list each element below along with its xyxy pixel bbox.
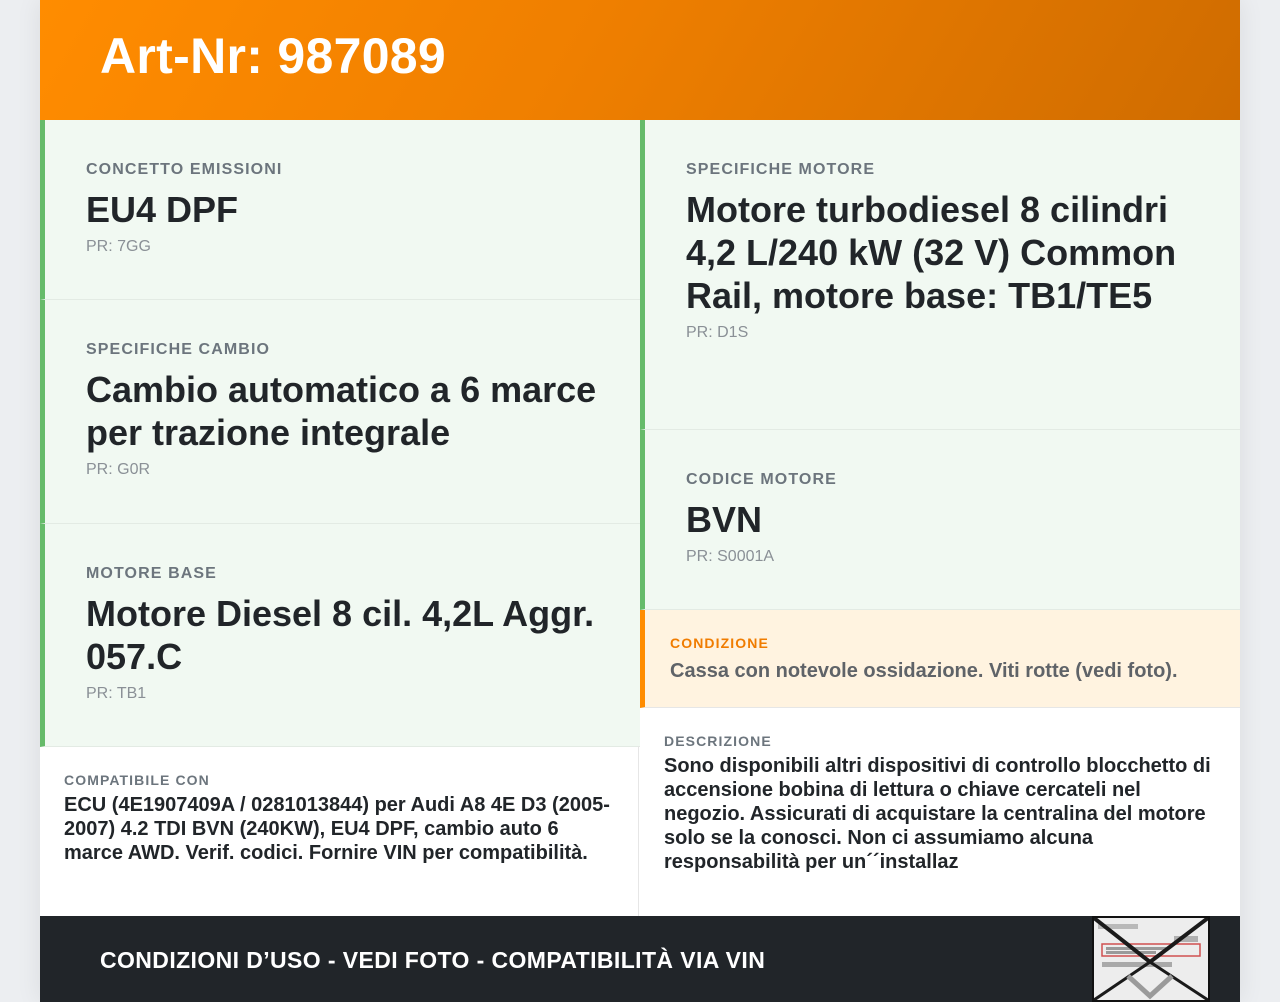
spec-emissions [40,120,640,300]
description-text: Sono disponibili altri dispositivi di controllo blocchetto di accensione bobina di lettura o chiave cercateli nel negozio. Assicurati di acquistare la centralina del motore solo se la conosci. Non ci assumiamo alcuna responsabilità per un´´installaz [664,755,1211,873]
spec-gearbox [40,300,640,524]
spec-label: SPECIFICHE CAMBIO [86,341,271,358]
description-section [640,708,1240,916]
compatibility-section [40,747,640,917]
spec-pr-code: PR: D1S [686,324,749,341]
condition-notice [640,610,1240,708]
condition-text: Cassa con notevole ossidazione. Viti rotte (vedi foto). [670,660,1178,682]
column-divider [638,746,639,916]
spec-value: Motore turbodiesel 8 cilindri 4,2 L/240 kW (32 V) Common Rail, motore base: TB1/TE5 [686,189,1177,316]
ecu-label-photo-icon [1094,918,1208,1000]
compatibility-text: ECU (4E1907409A / 0281013844) per Audi A8 4E D3 (2005-2007) 4.2 TDI BVN (240KW), EU4 DPF, cambio auto 6 marce AWD. Verif. codici. Fornire VIN per compatibilità. [64,794,610,864]
product-card [40,0,1240,1002]
article-number-title: Art-Nr: 987089 [100,28,447,84]
spec-engine-code [640,430,1240,610]
spec-label: CODICE MOTORE [686,471,837,488]
description-label: DESCRIZIONE [664,733,772,749]
footer-text: CONDIZIONI D’USO - VEDI FOTO - COMPATIBILITÀ VIA VIN [100,947,766,973]
compatibility-label: COMPATIBILE CON [64,772,210,788]
spec-pr-code: PR: 7GG [86,238,151,255]
footer-bar [40,916,1240,1002]
header-banner [40,0,1240,120]
spec-base-engine [40,524,640,747]
spec-pr-code: PR: G0R [86,461,151,478]
spec-engine [640,120,1240,430]
left-column [40,120,640,917]
spec-pr-code: PR: S0001A [686,548,775,565]
spec-value: BVN [686,499,763,540]
spec-value: Cambio automatico a 6 marce per trazione integrale [86,369,597,453]
spec-label: SPECIFICHE MOTORE [686,161,876,178]
right-column [640,120,1240,916]
spec-label: CONCETTO EMISSIONI [86,161,283,178]
spec-pr-code: PR: TB1 [86,685,147,702]
spec-label: MOTORE BASE [86,565,217,582]
product-photo-thumbnail[interactable] [1092,916,1210,1002]
spec-value: Motore Diesel 8 cil. 4,2L Aggr. 057.C [86,593,595,677]
condition-label: CONDIZIONE [670,635,769,651]
spec-value: EU4 DPF [86,189,239,230]
